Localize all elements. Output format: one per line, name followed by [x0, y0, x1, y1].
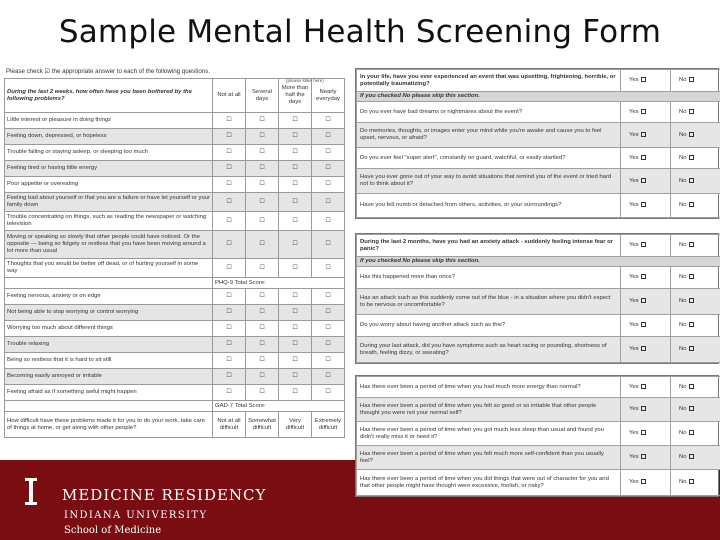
answer-checkbox[interactable]: ☐ [246, 113, 279, 129]
answer-checkbox[interactable]: ☐ [279, 177, 312, 193]
table-row [357, 398, 720, 422]
yes-label: Yes [629, 108, 639, 115]
checkbox-icon[interactable] [689, 298, 694, 303]
checkbox-icon[interactable] [689, 242, 694, 247]
checkbox-icon[interactable] [641, 274, 646, 279]
no-option[interactable] [671, 377, 720, 398]
no-option[interactable] [671, 235, 720, 257]
table-row [357, 289, 720, 315]
no-option[interactable] [671, 398, 720, 422]
panic-section [355, 233, 719, 364]
phq-item-text: Thoughts that you would be better off dead, or of hurting yourself in some way [5, 259, 213, 278]
yes-option[interactable] [621, 337, 671, 363]
answer-checkbox[interactable]: ☐ [279, 113, 312, 129]
gad-item-text: Feeling afraid as if something awful might happen [5, 385, 213, 401]
yes-option[interactable] [621, 102, 671, 123]
no-label: No [679, 454, 687, 461]
table-row [5, 353, 345, 369]
answer-checkbox[interactable]: ☐ [246, 212, 279, 231]
yes-option[interactable] [621, 148, 671, 169]
table-row [5, 305, 345, 321]
table-row [5, 129, 345, 145]
mood-item-text: Has there ever been a period of time when you had much more energy than normal? [357, 377, 621, 398]
answer-checkbox[interactable]: ☐ [213, 305, 246, 321]
answer-checkbox[interactable]: ☐ [312, 129, 345, 145]
yes-label: Yes [629, 346, 639, 353]
yes-label: Yes [629, 131, 639, 138]
answer-checkbox[interactable]: ☐ [312, 145, 345, 161]
answer-checkbox[interactable]: ☐ [279, 231, 312, 259]
table-row [357, 422, 720, 446]
freq-column-header: More than half the days [279, 79, 312, 113]
trauma-item-text: Do you ever have bad dreams or nightmares about the event? [357, 102, 621, 123]
answer-checkbox[interactable]: ☐ [246, 369, 279, 385]
freq-column-header: Several days [246, 79, 279, 113]
yes-label: Yes [629, 406, 639, 413]
table-row [5, 177, 345, 193]
answer-checkbox[interactable]: ☐ [312, 369, 345, 385]
no-label: No [679, 177, 687, 184]
answer-checkbox[interactable]: ☐ [246, 337, 279, 353]
gad-item-text: Being so restless that it is hard to sit still [5, 353, 213, 369]
panic-skip-instruction: If you checked No please skip this section. [357, 257, 720, 267]
no-label: No [679, 406, 687, 413]
freq-column-header: Not at all [213, 79, 246, 113]
no-option[interactable] [671, 194, 720, 218]
table-row [357, 169, 720, 194]
table-row [5, 161, 345, 177]
trauma-table [356, 69, 720, 218]
skip-row [357, 92, 720, 102]
table-row [357, 123, 720, 148]
answer-checkbox[interactable]: ☐ [213, 145, 246, 161]
panic-intro-row [357, 235, 720, 257]
form-instruction-note: (please stike here) [286, 78, 324, 83]
answer-checkbox[interactable]: ☐ [213, 289, 246, 305]
no-label: No [679, 202, 687, 209]
trauma-skip-instruction: If you checked No please skip this section. [357, 92, 720, 102]
yes-option[interactable] [621, 123, 671, 148]
difficulty-option[interactable]: Somewhat difficult [246, 412, 279, 438]
no-label: No [679, 346, 687, 353]
table-row [357, 315, 720, 337]
answer-checkbox[interactable]: ☐ [213, 369, 246, 385]
answer-checkbox[interactable]: ☐ [213, 212, 246, 231]
answer-checkbox[interactable]: ☐ [312, 337, 345, 353]
answer-checkbox[interactable]: ☐ [279, 161, 312, 177]
yes-option[interactable] [621, 289, 671, 315]
answer-checkbox[interactable]: ☐ [312, 289, 345, 305]
answer-checkbox[interactable]: ☐ [279, 289, 312, 305]
checkbox-icon[interactable] [689, 479, 694, 484]
answer-checkbox[interactable]: ☐ [213, 177, 246, 193]
phq-item-text: Poor appetite or overeating [5, 177, 213, 193]
answer-checkbox[interactable]: ☐ [279, 321, 312, 337]
phq-item-text: Feeling bad about yourself or that you are a failure or have let yourself or your family down [5, 193, 213, 212]
checkbox-icon[interactable] [641, 298, 646, 303]
spacer-cell [5, 401, 213, 412]
table-row [5, 321, 345, 337]
answer-checkbox[interactable]: ☐ [213, 113, 246, 129]
answer-checkbox[interactable]: ☐ [246, 305, 279, 321]
answer-checkbox[interactable]: ☐ [213, 231, 246, 259]
answer-checkbox[interactable]: ☐ [312, 177, 345, 193]
table-row [5, 113, 345, 129]
answer-checkbox[interactable]: ☐ [213, 259, 246, 278]
yes-option[interactable] [621, 377, 671, 398]
answer-checkbox[interactable]: ☐ [279, 305, 312, 321]
mood-table [356, 376, 720, 496]
yes-label: Yes [629, 202, 639, 209]
answer-checkbox[interactable]: ☐ [312, 353, 345, 369]
no-label: No [679, 77, 687, 84]
panic-table [356, 234, 720, 363]
answer-checkbox[interactable]: ☐ [213, 321, 246, 337]
mood-item-text: Has there ever been a period of time when you felt much more self-confident than you usually feel? [357, 446, 621, 470]
answer-checkbox[interactable]: ☐ [312, 385, 345, 401]
table-row [357, 148, 720, 169]
answer-checkbox[interactable]: ☐ [213, 161, 246, 177]
gad-score-row [5, 401, 345, 412]
no-option[interactable] [671, 289, 720, 315]
table-row [5, 145, 345, 161]
panic-item-text: Has an attack such as this suddenly come out of the blue - in a situation where you didn't expect to be nervous or uncomfortable? [357, 289, 621, 315]
footer-program: MEDICINE RESIDENCY [62, 486, 267, 504]
checkbox-icon[interactable] [689, 346, 694, 351]
mood-item-text: Has there ever been a period of time when you did things that were out of character for you and that other people might have thought were excessive, foolish, or risky? [357, 470, 621, 496]
answer-checkbox[interactable]: ☐ [246, 321, 279, 337]
difficulty-row [5, 412, 345, 438]
checkbox-icon[interactable] [641, 406, 646, 411]
footer-school: School of Medicine [64, 525, 162, 536]
checkbox-icon[interactable] [641, 430, 646, 435]
table-row [5, 369, 345, 385]
panic-item-text: Has this happened more than once? [357, 267, 621, 289]
checkbox-icon[interactable] [689, 406, 694, 411]
trauma-item-text: Do you ever feel "super alert", constantly on guard, watchful, or easily startled? [357, 148, 621, 169]
yes-label: Yes [629, 454, 639, 461]
difficulty-option[interactable]: Extremely difficult [312, 412, 345, 438]
answer-checkbox[interactable]: ☐ [213, 129, 246, 145]
table-row [357, 337, 720, 363]
frequency-header-row [5, 79, 345, 113]
answer-checkbox[interactable]: ☐ [213, 353, 246, 369]
phq-gad-table [4, 78, 345, 438]
difficulty-option[interactable]: Very difficult [279, 412, 312, 438]
answer-checkbox[interactable]: ☐ [279, 353, 312, 369]
checkbox-icon[interactable] [689, 384, 694, 389]
no-label: No [679, 298, 687, 305]
phq-item-text: Trouble falling or staying asleep, or sleeping too much [5, 145, 213, 161]
yes-label: Yes [629, 274, 639, 281]
yes-label: Yes [629, 77, 639, 84]
no-label: No [679, 154, 687, 161]
checkbox-icon[interactable] [689, 454, 694, 459]
no-option[interactable] [671, 169, 720, 194]
answer-checkbox[interactable]: ☐ [279, 259, 312, 278]
question-header: During the last 2 weeks, how often have you been bothered by the following problems? [5, 79, 213, 113]
checkbox-icon[interactable] [641, 454, 646, 459]
phq-score-field[interactable]: PHQ-9 Total Score: [213, 278, 345, 289]
skip-row [357, 257, 720, 267]
table-row [5, 385, 345, 401]
gad-item-text: Not being able to stop worrying or control worrying [5, 305, 213, 321]
answer-checkbox[interactable]: ☐ [312, 193, 345, 212]
yes-option[interactable] [621, 70, 671, 92]
phq-item-text: Little interest or pleasure in doing things [5, 113, 213, 129]
no-option[interactable] [671, 446, 720, 470]
answer-checkbox[interactable]: ☐ [279, 212, 312, 231]
checkbox-icon[interactable] [641, 109, 646, 114]
table-row [5, 337, 345, 353]
answer-checkbox[interactable]: ☐ [312, 212, 345, 231]
slide-title: Sample Mental Health Screening Form [58, 14, 662, 50]
yes-label: Yes [629, 322, 639, 329]
answer-checkbox[interactable]: ☐ [246, 161, 279, 177]
checkbox-icon[interactable] [641, 132, 646, 137]
answer-checkbox[interactable]: ☐ [246, 231, 279, 259]
table-row [357, 267, 720, 289]
answer-checkbox[interactable]: ☐ [279, 369, 312, 385]
table-row [357, 470, 720, 496]
phq-item-text: Moving or speaking so slowly that other people could have noticed. Or the opposite — being so fidgety or restless that you have been moving around a lot more than usual [5, 231, 213, 259]
mood-item-text: Has there ever been a period of time when you got much less sleep than usual and found you didn't really miss it or need it? [357, 422, 621, 446]
phq-item-text: Feeling tired or having little energy [5, 161, 213, 177]
no-label: No [679, 274, 687, 281]
trauma-section [355, 68, 719, 219]
yes-label: Yes [629, 430, 639, 437]
answer-checkbox[interactable]: ☐ [312, 113, 345, 129]
form-instruction: Please check ☑ the appropriate answer to each of the following questions. [6, 68, 211, 75]
freq-column-header: Nearly everyday [312, 79, 345, 113]
no-label: No [679, 131, 687, 138]
yes-option[interactable] [621, 422, 671, 446]
trauma-item-text: Have you ever gone out of your way to avoid situations that remind you of the event or tried hard not to think about it? [357, 169, 621, 194]
table-row [5, 193, 345, 212]
table-row [5, 289, 345, 305]
checkbox-icon[interactable] [689, 202, 694, 207]
table-row [5, 212, 345, 231]
answer-checkbox[interactable]: ☐ [246, 353, 279, 369]
checkbox-icon[interactable] [689, 109, 694, 114]
checkbox-icon[interactable] [641, 178, 646, 183]
yes-option[interactable] [621, 398, 671, 422]
answer-checkbox[interactable]: ☐ [246, 259, 279, 278]
answer-checkbox[interactable]: ☐ [312, 259, 345, 278]
answer-checkbox[interactable]: ☐ [246, 129, 279, 145]
trauma-item-text: Do memories, thoughts, or images enter your mind while you're awake and cause you to feel upset, nervous, or afraid? [357, 123, 621, 148]
no-label: No [679, 383, 687, 390]
yes-option[interactable] [621, 169, 671, 194]
phq-score-row [5, 278, 345, 289]
phq-gad-form [4, 66, 344, 526]
difficulty-option[interactable]: Not at all difficult [213, 412, 246, 438]
answer-checkbox[interactable]: ☐ [213, 337, 246, 353]
yes-label: Yes [629, 383, 639, 390]
no-option[interactable] [671, 148, 720, 169]
answer-checkbox[interactable]: ☐ [246, 385, 279, 401]
yes-label: Yes [629, 298, 639, 305]
yes-option[interactable] [621, 235, 671, 257]
yes-option[interactable] [621, 446, 671, 470]
mood-section [355, 375, 719, 497]
checkbox-icon[interactable] [689, 322, 694, 327]
spacer-cell [5, 278, 213, 289]
checkbox-icon[interactable] [641, 202, 646, 207]
checkbox-icon[interactable] [689, 132, 694, 137]
gad-score-field[interactable]: GAD-7 Total Score: [213, 401, 345, 412]
yes-label: Yes [629, 242, 639, 249]
answer-checkbox[interactable]: ☐ [213, 385, 246, 401]
yes-option[interactable] [621, 194, 671, 218]
mood-item-text: Has there ever been a period of time when you felt so good or so irritable that other people thought you were not your normal self? [357, 398, 621, 422]
no-option[interactable] [671, 123, 720, 148]
no-option[interactable] [671, 422, 720, 446]
table-row [357, 194, 720, 218]
answer-checkbox[interactable]: ☐ [279, 193, 312, 212]
phq-item-text: Feeling down, depressed, or hopeless [5, 129, 213, 145]
checkbox-icon[interactable] [641, 77, 646, 82]
panic-item-text: Do you worry about having another attack such as this? [357, 315, 621, 337]
table-row [357, 102, 720, 123]
answer-checkbox[interactable]: ☐ [246, 289, 279, 305]
checkbox-icon[interactable] [689, 178, 694, 183]
no-label: No [679, 242, 687, 249]
table-row [5, 259, 345, 278]
yes-label: Yes [629, 154, 639, 161]
answer-checkbox[interactable]: ☐ [213, 193, 246, 212]
no-option[interactable] [671, 315, 720, 337]
panic-intro-question: During the last 2 months, have you had an anxiety attack - suddenly feeling intense fear or panic? [357, 235, 621, 257]
answer-checkbox[interactable]: ☐ [246, 145, 279, 161]
checkbox-icon[interactable] [641, 346, 646, 351]
table-row [5, 231, 345, 259]
yes-option[interactable] [621, 470, 671, 496]
answer-checkbox[interactable]: ☐ [279, 129, 312, 145]
no-label: No [679, 108, 687, 115]
yes-label: Yes [629, 479, 639, 486]
trauma-intro-row [357, 70, 720, 92]
no-label: No [679, 322, 687, 329]
gad-item-text: Feeling nervous, anxiety or on edge [5, 289, 213, 305]
yes-label: Yes [629, 177, 639, 184]
checkbox-icon[interactable] [641, 155, 646, 160]
gad-item-text: Trouble relaxing [5, 337, 213, 353]
answer-checkbox[interactable]: ☐ [312, 305, 345, 321]
yes-option[interactable] [621, 267, 671, 289]
trauma-item-text: Have you felt numb or detached from others, activities, or your surroundings? [357, 194, 621, 218]
answer-checkbox[interactable]: ☐ [246, 177, 279, 193]
no-option[interactable] [671, 70, 720, 92]
checkbox-icon[interactable] [689, 274, 694, 279]
no-option[interactable] [671, 337, 720, 363]
checkbox-icon[interactable] [689, 77, 694, 82]
yes-option[interactable] [621, 315, 671, 337]
answer-checkbox[interactable]: ☐ [312, 321, 345, 337]
answer-checkbox[interactable]: ☐ [279, 337, 312, 353]
checkbox-icon[interactable] [641, 322, 646, 327]
answer-checkbox[interactable]: ☐ [312, 161, 345, 177]
trauma-intro-question: In your life, have you ever experienced an event that was upsetting, frightening, horrible, or potentially traumatizing? [357, 70, 621, 92]
difficulty-question: How difficult have these problems made it for you to do your work, take care of things at home, or get along with other people? [5, 412, 213, 438]
no-label: No [679, 430, 687, 437]
no-option[interactable] [671, 470, 720, 496]
gad-item-text: Worrying too much about different things [5, 321, 213, 337]
checkbox-icon[interactable] [641, 479, 646, 484]
table-row [357, 377, 720, 398]
answer-checkbox[interactable]: ☐ [312, 231, 345, 259]
panic-item-text: During your last attack, did you have symptoms such as heart racing or pounding, shortness of breath, feeling dizzy, or sweating? [357, 337, 621, 363]
answer-checkbox[interactable]: ☐ [279, 385, 312, 401]
phq-item-text: Trouble concentrating on things, such as reading the newspaper or watching television [5, 212, 213, 231]
checkbox-icon[interactable] [641, 242, 646, 247]
no-option[interactable] [671, 102, 720, 123]
no-label: No [679, 479, 687, 486]
footer-university: INDIANA UNIVERSITY [64, 510, 208, 521]
no-option[interactable] [671, 267, 720, 289]
table-row [357, 446, 720, 470]
checkbox-icon[interactable] [689, 430, 694, 435]
checkbox-icon[interactable] [641, 384, 646, 389]
answer-checkbox[interactable]: ☐ [246, 193, 279, 212]
gad-item-text: Becoming easily annoyed or irritable [5, 369, 213, 385]
checkbox-icon[interactable] [689, 155, 694, 160]
answer-checkbox[interactable]: ☐ [279, 145, 312, 161]
